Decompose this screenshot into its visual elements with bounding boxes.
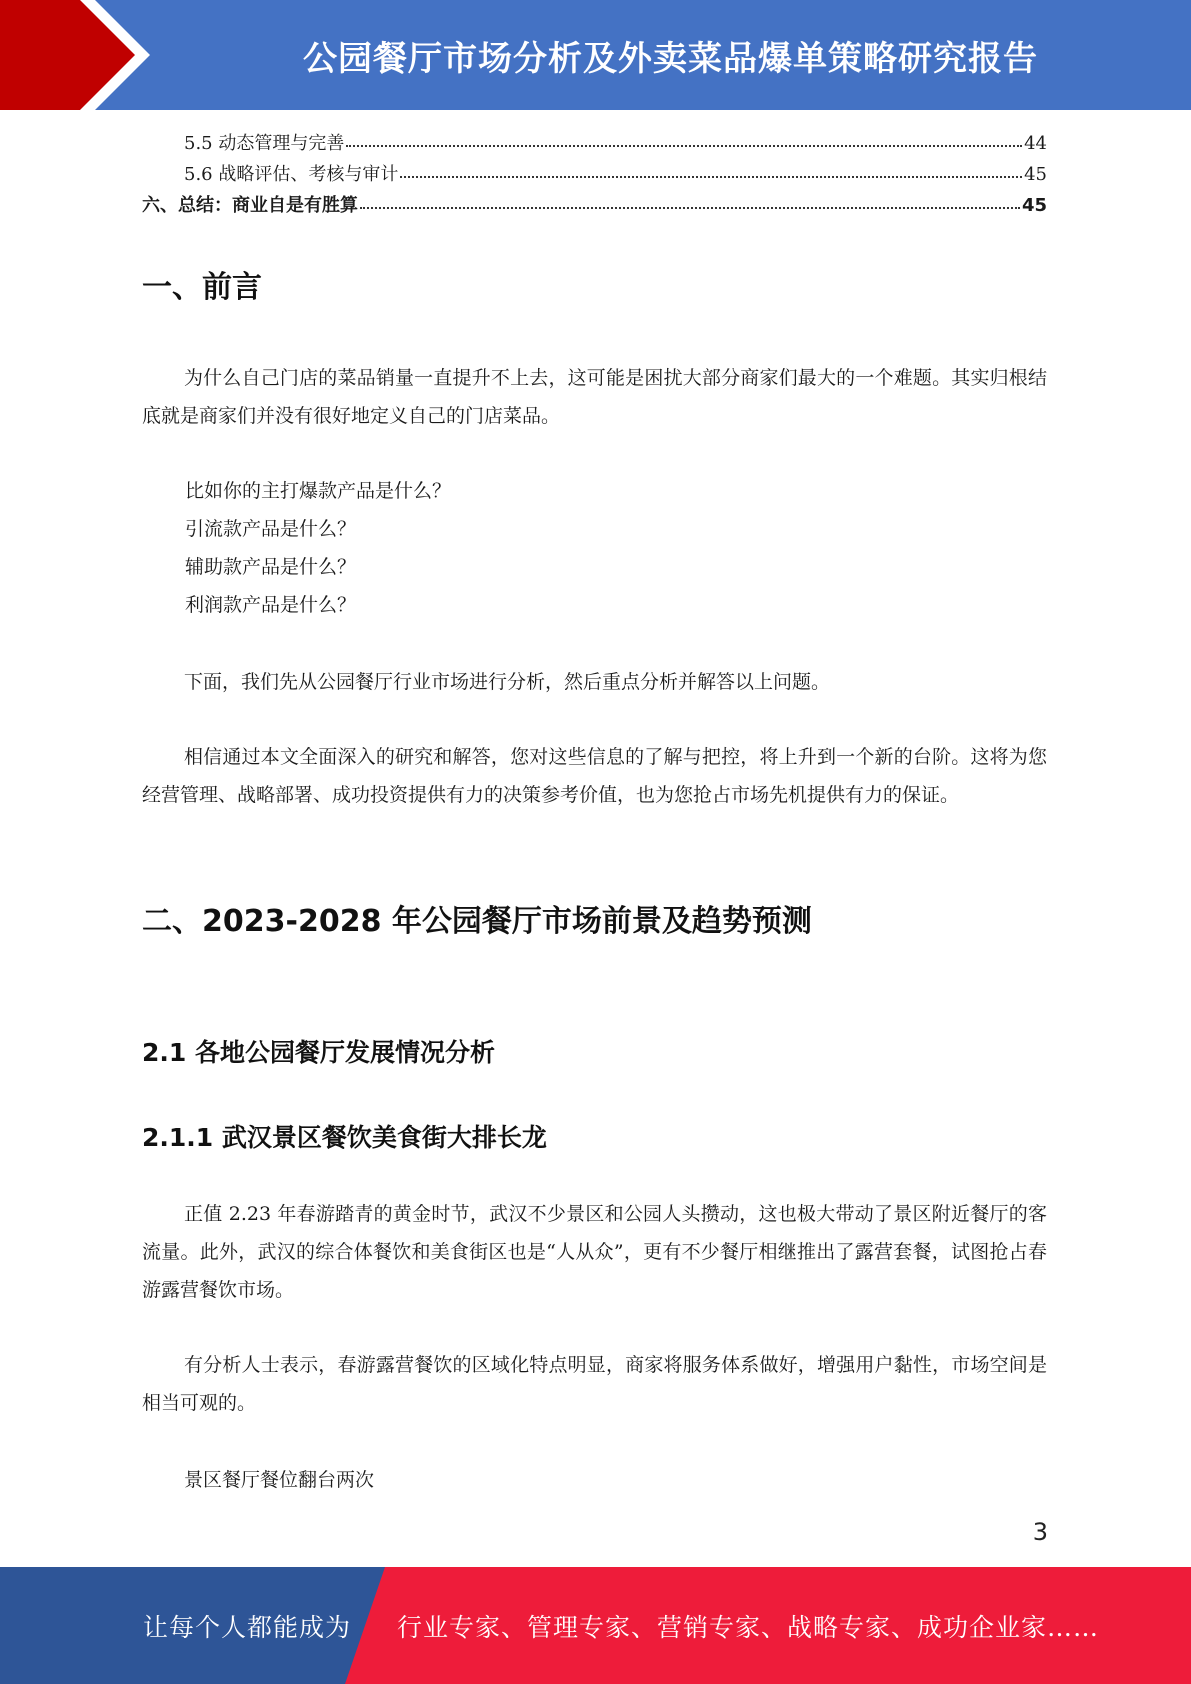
footer-slogan-left: 让每个人都能成为 xyxy=(143,1612,352,1642)
toc-entry[interactable] xyxy=(142,128,1047,159)
toc-entry-text: 六、总结：商业自是有胜算 xyxy=(142,195,358,216)
toc-entry[interactable] xyxy=(142,159,1047,190)
toc-entry-page: 45 xyxy=(1024,164,1047,185)
body-paragraph: 有分析人士表示，春游露营餐饮的区域化特点明显，商家将服务体系做好，增强用户黏性，市场空间是相当可观的。 xyxy=(142,1354,1047,1414)
toc-entry[interactable] xyxy=(142,190,1047,221)
question-list xyxy=(185,472,451,624)
question-item: 比如你的主打爆款产品是什么？ xyxy=(185,480,452,502)
header-arrow-decoration xyxy=(0,0,170,110)
question-item: 引流款产品是什么？ xyxy=(185,518,357,540)
header-title: 公园餐厅市场分析及外卖菜品爆单策略研究报告 xyxy=(303,38,1038,79)
toc-leader-dots xyxy=(360,197,1020,209)
body-paragraph: 景区餐厅餐位翻台两次 xyxy=(184,1469,375,1491)
body-paragraph: 相信通过本文全面深入的研究和解答，您对这些信息的了解与把控，将上升到一个新的台阶。这将为您经营管理、战略部署、成功投资提供有力的决策参考价值，也为您抢占市场先机提供有力的保证。 xyxy=(142,746,1047,806)
toc-entry-text: 5.5 动态管理与完善 xyxy=(184,133,345,154)
page-number: 3 xyxy=(1032,1518,1048,1546)
table-of-contents xyxy=(142,128,1047,221)
section-heading-preface: 一、前言 xyxy=(142,270,262,305)
body-paragraph: 下面，我们先从公园餐厅行业市场进行分析，然后重点分析并解答以上问题。 xyxy=(184,671,831,693)
toc-entry-page: 45 xyxy=(1021,195,1047,216)
toc-entry-text: 5.6 战略评估、考核与审计 xyxy=(184,164,399,185)
body-paragraph: 为什么自己门店的菜品销量一直提升不上去，这可能是困扰大部分商家们最大的一个难题。其实归根结底就是商家们并没有很好地定义自己的门店菜品。 xyxy=(142,367,1047,427)
section-heading-forecast: 二、2023-2028 年公园餐厅市场前景及趋势预测 xyxy=(142,904,812,939)
page-footer xyxy=(0,1567,1191,1684)
body-paragraph: 正值 2.23 年春游踏青的黄金时节，武汉不少景区和公园人头攒动，这也极大带动了景区附近餐厅的客流量。此外，武汉的综合体餐饮和美食街区也是“人从众”，更有不少餐厅相继推出了露营套餐，试图抢占春游露营餐饮市场。 xyxy=(142,1203,1047,1301)
subsection-heading: 2.1 各地公园餐厅发展情况分析 xyxy=(142,1038,495,1067)
toc-leader-dots xyxy=(400,166,1022,178)
toc-entry-page: 44 xyxy=(1024,133,1047,154)
question-item: 利润款产品是什么？ xyxy=(185,594,357,616)
footer-slogan-right: 行业专家、管理专家、营销专家、战略专家、成功企业家…… xyxy=(397,1612,1100,1642)
subsubsection-heading: 2.1.1 武汉景区餐饮美食街大排长龙 xyxy=(142,1123,547,1152)
page-header xyxy=(0,0,1191,110)
question-item: 辅助款产品是什么？ xyxy=(185,556,357,578)
toc-leader-dots xyxy=(346,135,1022,147)
